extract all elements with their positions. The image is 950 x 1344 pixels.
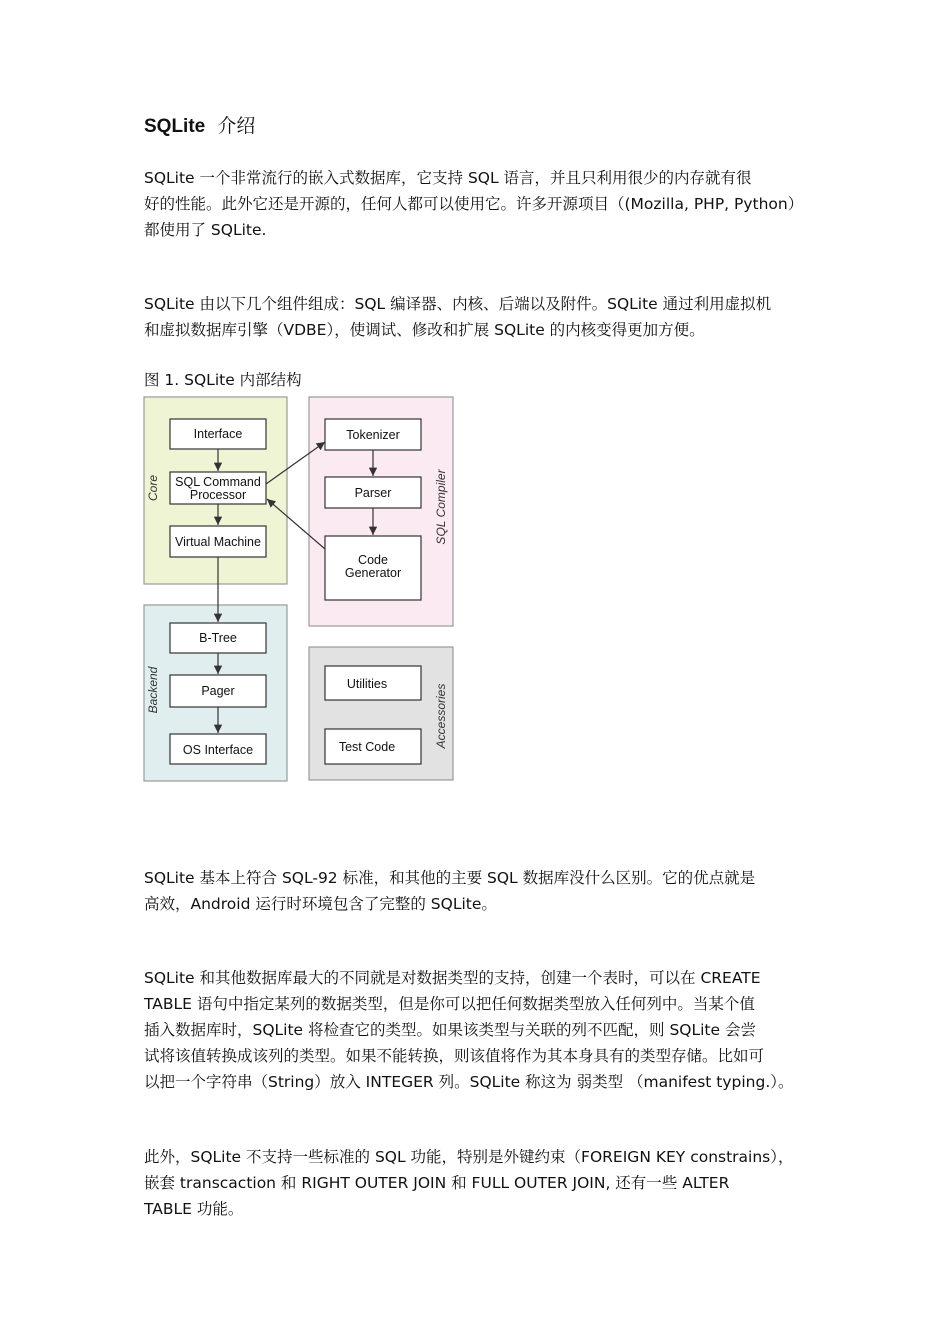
core-label: Core (146, 474, 160, 502)
page-title (144, 111, 255, 138)
paragraph-limitations (144, 1144, 812, 1222)
virtual-machine-label: Virtual Machine (175, 535, 261, 549)
paragraph-line: 嵌套 transcaction 和 RIGHT OUTER JOIN 和 FULL OUTER JOIN, 还有一些 ALTER (144, 1174, 730, 1192)
utilities-label: Utilities (346, 677, 388, 691)
paragraph-line: SQLite 由以下几个组件组成：SQL 编译器、内核、后端以及附件。SQLite 通过利用虚拟机 (144, 295, 772, 313)
code-generator-label-2: Generator (344, 566, 402, 580)
paragraph-line: SQLite 一个非常流行的嵌入式数据库，它支持 SQL 语言，并且只利用很少的内存就有很 (144, 169, 752, 187)
btree-label: B-Tree (199, 631, 237, 645)
pager-label: Pager (201, 684, 235, 698)
paragraph-line: 此外，SQLite 不支持一些标准的 SQL 功能，特别是外键约束（FOREIGN KEY constrains）， (144, 1148, 794, 1166)
title-latin: SQLite (144, 116, 206, 137)
title-cjk: 介绍 (217, 115, 256, 137)
sql-command-processor-label-1: SQL Command (175, 475, 261, 489)
tokenizer-label: Tokenizer (346, 428, 400, 442)
os-interface-label: OS Interface (182, 743, 254, 757)
paragraph-line: 好的性能。此外它还是开源的，任何人都可以使用它。许多开源项目（(Mozilla, PHP, Python） (144, 195, 804, 213)
paragraph-line: 试将该值转换成该列的类型。如果不能转换，则该值将作为其本身具有的类型存储。比如可 (144, 1047, 765, 1065)
paragraph-line: TABLE 功能。 (144, 1200, 244, 1218)
backend-label: Backend (146, 666, 160, 714)
sql-command-processor-label-2: Processor (189, 488, 247, 502)
sql-compiler-label: SQL Compiler (434, 469, 448, 545)
paragraph-sql92 (144, 865, 812, 917)
sqlite-architecture-diagram (140, 392, 460, 787)
paragraph-line: 插入数据库时，SQLite 将检查它的类型。如果该类型与关联的列不匹配，则 SQLite 会尝 (144, 1021, 756, 1039)
paragraph-line: 高效，Android 运行时环境包含了完整的 SQLite。 (144, 895, 497, 913)
code-generator-label-1: Code (358, 553, 388, 567)
paragraph-line: SQLite 基本上符合 SQL-92 标准，和其他的主要 SQL 数据库没什么区别。它的优点就是 (144, 869, 756, 887)
test-code-label: Test Code (338, 740, 396, 754)
paragraph-components (144, 291, 812, 343)
paragraph-line: SQLite 和其他数据库最大的不同就是对数据类型的支持，创建一个表时，可以在 CREATE (144, 969, 761, 987)
paragraph-intro (144, 165, 812, 243)
accessories-label: Accessories (434, 683, 448, 749)
interface-label: Interface (193, 427, 243, 441)
paragraph-typing (144, 965, 812, 1095)
figure-caption: 图 1. SQLite 内部结构 (144, 371, 302, 389)
paragraph-line: TABLE 语句中指定某列的数据类型，但是你可以把任何数据类型放入任何列中。当某个值 (144, 995, 755, 1013)
parser-label: Parser (354, 486, 392, 500)
paragraph-line: 以把一个字符串（String）放入 INTEGER 列。SQLite 称这为 弱类型 （manifest typing.）。 (144, 1073, 794, 1091)
paragraph-line: 和虚拟数据库引擎（VDBE），使调试、修改和扩展 SQLite 的内核变得更加方便。 (144, 321, 705, 339)
paragraph-line: 都使用了 SQLite. (144, 221, 267, 239)
